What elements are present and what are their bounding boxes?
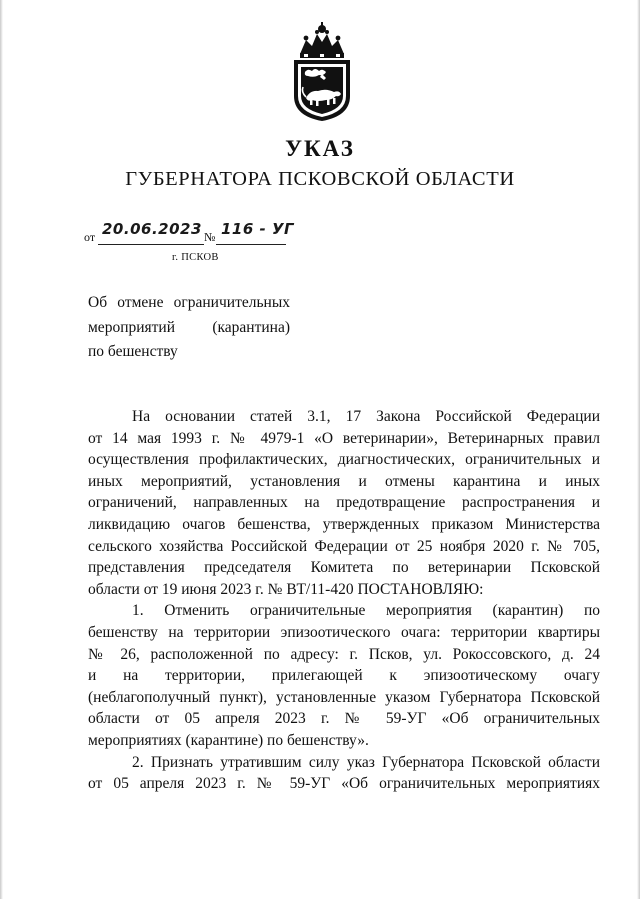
item-1-line: № 26, расположенной по адресу: г. Псков, ул. Рокоссовского, д. 24 [88,645,600,663]
document-title: УКАЗ [285,136,355,161]
item-1-line: (неблагополучный пункт), установленные указом Губернатора Псковской [88,688,600,706]
body-line: ограничений, направленных на предотвращение распространения и [88,494,600,512]
subject-line: Об отмене ограничительных [88,294,290,311]
item-1-line: бешенству на территории эпизоотического очага: территории квартиры [88,623,600,641]
body-line: представления председателя Комитета по ветеринарии Псковской [88,559,600,577]
city-label: г. ПСКОВ [172,252,219,263]
item-1-line: 1. Отменить ограничительные мероприятия (карантин) по [132,602,600,620]
number-prefix: № [204,230,216,244]
item-2-line: от 05 апреля 2023 г. № 59-УГ «Об ограничительных мероприятиях [88,775,600,793]
number-underline [216,244,286,245]
subject-line: мероприятий (карантина) [88,318,290,336]
item-1-line: мероприятиях (карантине) по бешенству». [88,731,369,749]
date-underline [98,244,204,245]
body-line: иных мероприятий, установления и отмены карантина и иных [88,472,600,490]
body-line: от 14 мая 1993 г. № 4979-1 «О ветеринарии», Ветеринарных правил [88,429,600,447]
date-prefix: от [84,230,96,244]
body-line: осуществления профилактических, диагностических, ограничительных и [88,451,600,469]
subject-line: по бешенству [88,343,178,360]
decree-date-handwritten: 20.06.2023 [102,220,202,238]
item-1-line: области от 05 апреля 2023 г. № 59-УГ «Об ограничительных [88,710,600,728]
document-subtitle: ГУБЕРНАТОРА ПСКОВСКОЙ ОБЛАСТИ [125,168,515,190]
decree-number-handwritten: 116 - УГ [221,220,295,238]
body-line: ликвидацию очагов бешенства, утвержденных приказом Министерства [88,515,600,533]
decree-body [88,406,600,795]
item-1-line: и на территории, прилегающей к эпизоотическому очагу [88,667,600,685]
body-line: На основании статей 3.1, 17 Закона Российской Федерации [132,408,600,425]
decree-date-number-line [84,222,384,246]
pskov-coat-of-arms-icon [286,20,358,122]
scan-edge-left [0,0,3,899]
item-2-line: 2. Признать утратившим силу указ Губернатора Псковской области [132,753,600,771]
body-line: сельского хозяйства Российской Федерации от 25 ноября 2020 г. № 705, [88,537,600,555]
body-line: области от 19 июня 2023 г. № ВТ/11-420 ПОСТАНОВЛЯЮ: [88,580,484,598]
decree-subject [88,291,290,365]
